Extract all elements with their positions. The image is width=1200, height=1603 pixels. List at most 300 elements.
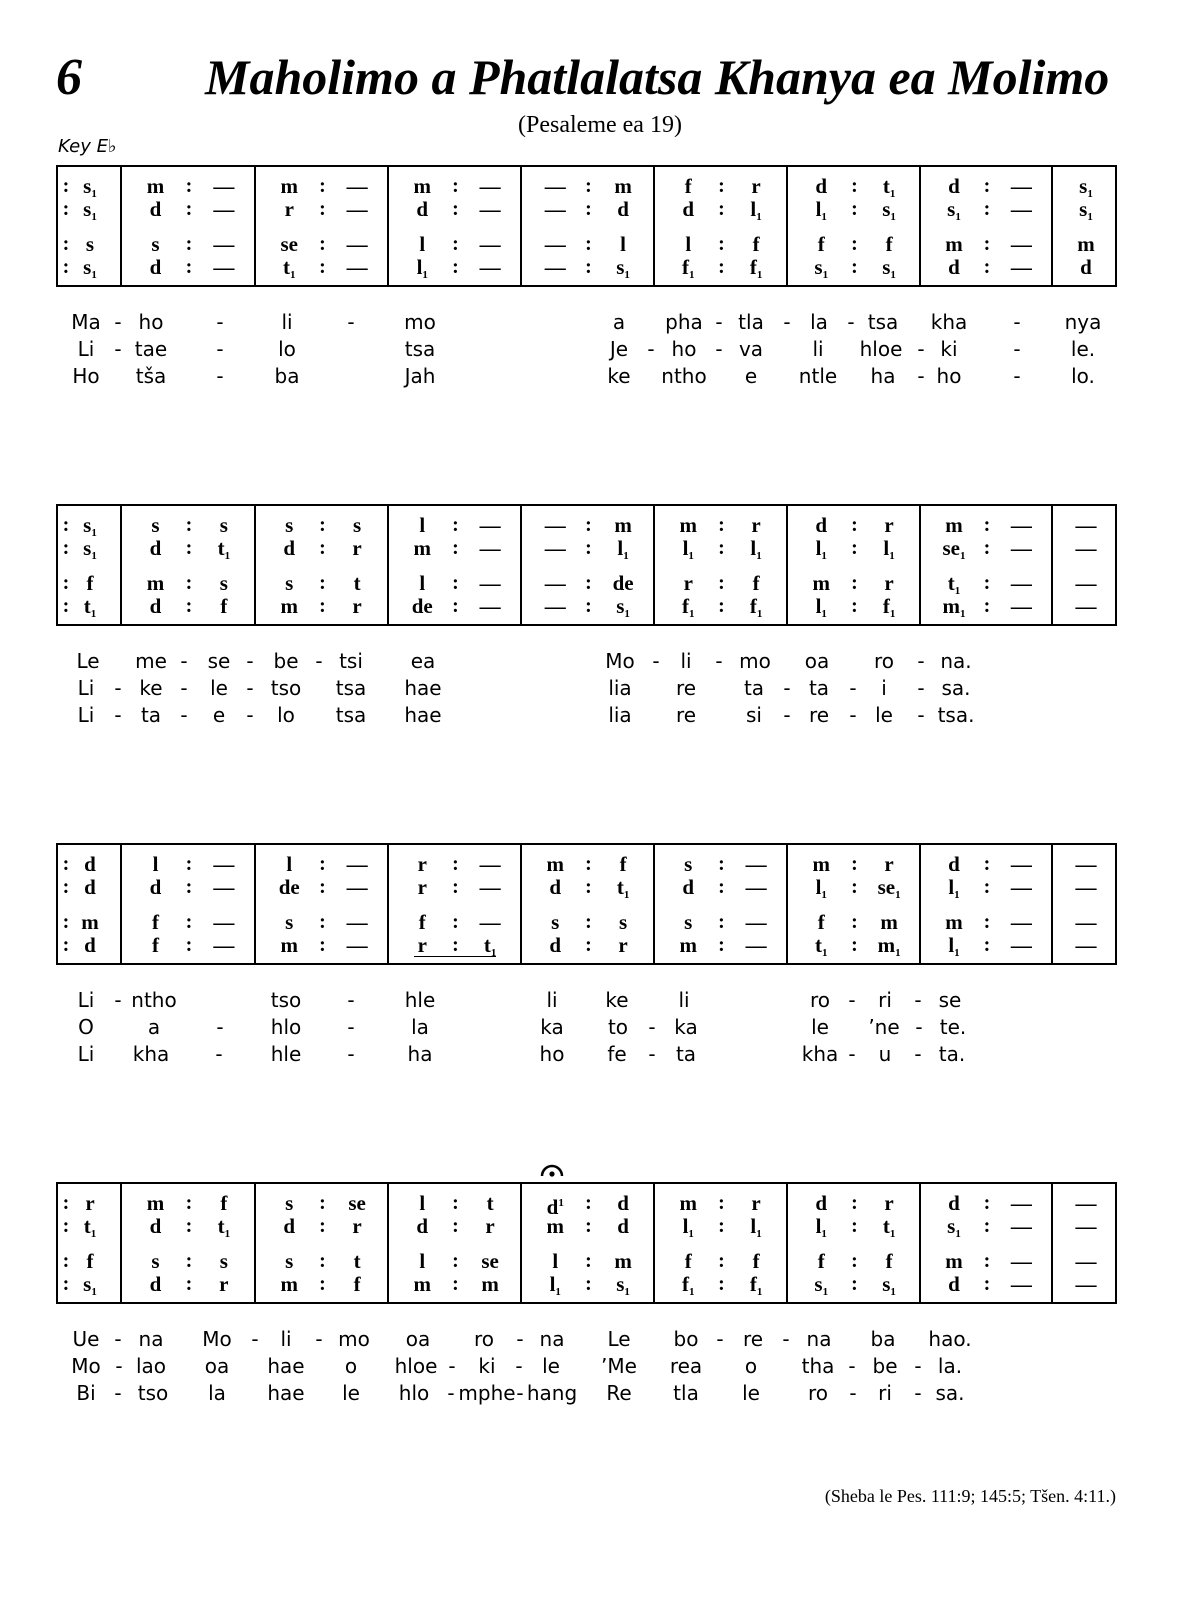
beat-colon: : [718,1215,725,1237]
lyric-hyphen: - [648,1042,656,1066]
beat-colon: : [851,514,858,536]
lyric-syllable: Ma [71,310,101,334]
note-beat-2: — [213,197,235,221]
beat-colon: : [185,175,193,197]
beat-colon: : [62,911,70,933]
note-beat-2: — [479,197,501,221]
note-beat-2: d [617,197,629,221]
note-beat-2: $l_1$ [750,197,762,223]
note-beat-2: — [213,255,235,279]
lyric-syllable: hlo [398,1381,430,1405]
note-beat-2: — [1010,255,1032,279]
beat-colon: : [62,595,70,617]
lyric-hyphen: - [849,1381,857,1405]
beat-colon: : [983,876,991,898]
lyric-syllable: na. [940,649,972,673]
note-beat-2: r [884,1191,894,1215]
lyric-syllable: li [678,988,690,1012]
note-beat-2: r [352,536,362,560]
note-beat-1: d [948,174,960,198]
lyric-hyphen: - [652,649,660,673]
note-beat-1: $l_1$ [815,1214,827,1240]
lyric-hyphen: - [347,310,355,334]
lyric-hyphen: - [114,676,122,700]
beat-colon: : [851,1250,858,1272]
beat-colon: : [983,911,991,933]
note-beat-2: r [618,933,628,957]
beat-colon: : [452,853,459,875]
lyric-syllable: ki [478,1354,496,1378]
note-beat-2: — [479,232,501,256]
note-beat-2: — [213,933,235,957]
lyric-hyphen: - [115,1354,123,1378]
lyric-syllable: mo [739,649,771,673]
lyric-hyphen: - [917,649,925,673]
lyric-syllable: Li [77,1042,95,1066]
note-beat-2: $s_1$ [882,1272,896,1298]
lyric-hyphen: - [917,703,925,727]
note-pickup: $s_1$ [83,197,97,223]
note-beat-1: f [817,910,825,934]
lyric-hyphen: - [1013,337,1021,361]
lyric-syllable: Li [77,676,95,700]
note-beat-2: r [352,594,362,618]
lyric-syllable: sa. [941,676,971,700]
hymn-subtitle: (Pesaleme ea 19) [518,112,682,138]
lyric-hyphen: - [246,703,254,727]
note-beat-2: $l_1$ [617,536,629,562]
note-beat-2: r [485,1214,495,1238]
note-final: — [1075,1272,1097,1296]
beat-colon: : [983,175,991,197]
note-beat-1: f [152,910,159,934]
note-beat-2: — [1010,174,1032,198]
lyric-syllable: hae [267,1354,305,1378]
lyric-syllable: hle [404,988,436,1012]
scripture-reference: (Sheba le Pes. 111:9; 145:5; Tšen. 4:11.) [824,1486,1116,1506]
note-beat-2: — [213,910,235,934]
note-final: — [1075,513,1097,537]
bar-line [653,845,655,963]
beat-colon: : [185,572,193,594]
lyric-syllable: ke [607,364,631,388]
note-beat-1: m [812,852,830,876]
beat-colon: : [319,198,326,220]
bar-line [653,506,655,624]
lyric-hyphen: - [647,337,655,361]
lyric-syllable: tso [270,988,302,1012]
note-beat-1: s [285,910,294,934]
beat-colon: : [62,1215,70,1237]
beat-colon: : [319,934,326,956]
lyric-syllable: ho [936,364,962,388]
beat-colon: : [452,233,459,255]
note-beat-1: m [413,174,431,198]
note-beat-2: s [219,513,228,537]
beat-colon: : [983,514,991,536]
beat-colon: : [185,233,193,255]
note-beat-2: — [346,197,368,221]
lyric-hyphen: - [180,649,188,673]
note-final: — [1075,875,1097,899]
beat-colon: : [718,934,725,956]
note-beat-2: $se_1$ [877,875,901,901]
beat-colon: : [319,1192,326,1214]
beat-colon: : [585,853,592,875]
beat-colon: : [983,537,991,559]
lyric-syllable: lo [278,337,296,361]
lyric-hyphen: - [914,1381,922,1405]
lyric-hyphen: - [448,1354,456,1378]
note-beat-1: s [684,910,693,934]
note-beat-1: m [945,513,963,537]
lyric-syllable: ro [873,649,895,673]
lyric-syllable: lo [277,703,295,727]
beat-colon: : [319,514,326,536]
beat-colon: : [718,514,725,536]
beat-colon: : [185,911,193,933]
bar-line [254,845,256,963]
note-final: — [1075,933,1097,957]
lyric-syllable: la [411,1015,429,1039]
note-pickup: r [85,1191,95,1215]
note-final: — [1075,1249,1097,1273]
note-beat-1: s [285,513,294,537]
note-beat-2: se [481,1249,499,1273]
beat-colon: : [319,1250,326,1272]
beat-colon: : [185,1215,193,1237]
note-beat-2: $l_1$ [750,536,762,562]
lyric-hyphen: - [216,337,224,361]
note-beat-2: s [618,910,628,934]
note-beat-1: r [417,852,427,876]
beat-colon: : [319,1215,326,1237]
note-beat-2: — [213,852,235,876]
note-beat-1: s [151,513,160,537]
lyric-syllable: Jah [404,364,436,388]
note-beat-1: — [544,232,566,256]
beat-colon: : [319,853,326,875]
note-beat-2: f [220,1191,228,1215]
note-beat-2: f [885,232,893,256]
lyric-syllable: Re [606,1381,632,1405]
lyric-syllable: re [808,703,830,727]
note-beat-1: d [149,1214,162,1238]
beat-colon: : [585,537,592,559]
note-final: — [1075,594,1097,618]
lyric-hyphen: - [315,1327,323,1351]
lyric-syllable: ka [540,1015,564,1039]
lyric-syllable: ho [138,310,164,334]
lyric-syllable: ta [675,1042,697,1066]
note-beat-2: t [486,1191,494,1215]
lyric-hyphen: - [716,1327,724,1351]
lyric-syllable: ki [940,337,958,361]
lyric-syllable: re [675,676,697,700]
beat-colon: : [62,233,70,255]
lyric-hyphen: - [180,676,188,700]
note-beat-1: m [413,1272,431,1296]
bar-line [254,506,256,624]
beat-colon: : [851,233,858,255]
note-beat-2: — [1010,933,1032,957]
note-beat-2: — [1010,232,1032,256]
lyric-syllable: ta [743,676,765,700]
note-beat-1: m [280,174,298,198]
note-beat-1: m [679,1191,697,1215]
note-beat-2: $s_1$ [616,1272,630,1298]
note-beat-2: se [348,1191,366,1215]
bar-line [387,506,389,624]
lyric-hyphen: - [648,1015,656,1039]
beat-colon: : [983,1192,991,1214]
note-beat-2: — [1010,875,1032,899]
lyric-syllable: ta [808,676,830,700]
beat-colon: : [585,595,592,617]
beat-colon: : [185,934,193,956]
beat-colon: : [851,876,858,898]
note-beat-2: — [1010,910,1032,934]
lyric-syllable: na [539,1327,565,1351]
beat-colon: : [585,1215,592,1237]
note-beat-2: d [617,1191,629,1215]
note-beat-2: r [884,852,894,876]
note-beat-1: d [549,933,562,957]
note-beat-1: $l_1$ [815,197,827,223]
beat-colon: : [718,233,725,255]
lyric-syllable: O [78,1015,94,1039]
lyric-syllable: hae [267,1381,305,1405]
lyric-hyphen: - [715,310,723,334]
lyric-syllable: a [612,310,626,334]
note-beat-1: — [544,571,566,595]
lyric-syllable: tsa. [937,703,975,727]
lyric-syllable: oa [405,1327,431,1351]
note-beat-1: d [682,875,695,899]
beat-colon: : [319,175,326,197]
note-beat-1: d [815,1191,828,1215]
beat-colon: : [718,911,725,933]
note-beat-1: m [546,1214,564,1238]
note-beat-1: m [679,933,697,957]
beat-colon: : [452,911,459,933]
note-beat-2: s [219,571,228,595]
note-beat-2: $s_1$ [882,197,896,223]
beat-colon: : [62,572,70,594]
lyric-hyphen: - [917,337,925,361]
lyric-syllable: a [147,1015,161,1039]
lyric-syllable: be [872,1354,898,1378]
note-beat-2: r [219,1272,229,1296]
note-beat-2: s [219,1249,228,1273]
beat-colon: : [452,1192,459,1214]
beat-colon: : [319,572,326,594]
beat-colon: : [718,175,725,197]
note-beat-1: r [683,571,693,595]
note-beat-2: m [614,1249,632,1273]
lyric-hyphen: - [715,649,723,673]
note-beat-2: — [745,852,767,876]
note-beat-2: $l_1$ [883,536,895,562]
lyric-hyphen: - [516,1381,524,1405]
lyric-hyphen: - [347,1042,355,1066]
note-beat-1: se [280,232,298,256]
beat-colon: : [62,876,70,898]
note-beat-1: l [286,852,293,876]
note-beat-2: m [880,910,898,934]
beat-colon: : [185,198,193,220]
beat-colon: : [585,876,592,898]
bar-line [120,167,122,285]
beat-colon: : [851,1273,858,1295]
lyric-syllable: tsa [867,310,899,334]
note-beat-1: d [549,875,562,899]
lyric-syllable: Li [77,337,95,361]
lyric-syllable: re [742,1327,764,1351]
lyric-hyphen: - [783,676,791,700]
note-beat-1: l [552,1249,559,1273]
lyric-hyphen: - [914,988,922,1012]
music-system-1 [56,165,1117,287]
note-beat-2: — [213,174,235,198]
lyric-syllable: oa [804,649,830,673]
lyric-syllable: si [746,703,762,727]
lyric-syllable: tsa [335,703,367,727]
beat-colon: : [62,175,70,197]
lyric-syllable: li [546,988,558,1012]
lyric-syllable: ka [674,1015,698,1039]
lyric-syllable: re [675,703,697,727]
note-beat-2: r [751,174,761,198]
lyric-syllable: Je [609,337,629,361]
lyric-syllable: na [806,1327,832,1351]
bar-line [120,506,122,624]
lyric-syllable: ho [539,1042,565,1066]
lyric-hyphen: - [251,1327,259,1351]
note-final: — [1075,536,1097,560]
lyric-syllable: mo [404,310,436,334]
lyric-hyphen: - [114,1381,122,1405]
beat-colon: : [62,1192,70,1214]
note-beat-2: — [479,174,501,198]
note-beat-1: $f_1$ [682,1272,695,1298]
note-beat-2: — [745,910,767,934]
note-beat-1: m [146,174,165,198]
note-beat-1: l [152,852,159,876]
note-beat-2: f [752,1249,760,1273]
note-beat-1: f [684,1249,692,1273]
note-pickup: d [84,933,96,957]
beat-colon: : [452,537,459,559]
note-beat-2: — [1010,536,1032,560]
lyric-hyphen: - [347,988,355,1012]
note-final: — [1075,1191,1097,1215]
note-final: — [1075,1214,1097,1238]
note-beat-1: l [685,232,692,256]
lyric-syllable: me [135,649,167,673]
bar-line [653,167,655,285]
lyric-syllable: tsa [404,337,436,361]
bar-line [1051,506,1053,624]
note-beat-2: $t_1$ [217,1214,231,1240]
note-beat-2: — [346,255,368,279]
lyric-hyphen: - [848,1042,856,1066]
bar-line [520,845,522,963]
beat-colon: : [983,572,991,594]
beat-colon: : [62,1273,70,1295]
beat-colon: : [62,256,70,278]
note-beat-2: $f_1$ [749,1272,763,1298]
lyric-syllable: fe [607,1042,627,1066]
music-system-3 [56,843,1117,965]
lyric-hyphen: - [915,1015,923,1039]
lyric-syllable: Li [77,988,95,1012]
lyric-syllable: kha [132,1042,170,1066]
bar-line [653,1184,655,1302]
note-beat-2: — [346,933,368,957]
note-beat-1: d [283,536,296,560]
lyric-hyphen: - [848,1354,856,1378]
note-beat-1: m [280,594,298,618]
lyric-hyphen: - [114,703,122,727]
beat-colon: : [319,537,326,559]
lyric-syllable: tae [134,337,168,361]
note-beat-1: l [419,513,426,537]
note-beat-2: — [479,255,501,279]
note-pickup: $s_1$ [83,1272,97,1298]
bar-line [387,167,389,285]
lyric-syllable: hae [404,703,442,727]
lyric-syllable: tša [135,364,167,388]
note-beat-1: s [684,852,693,876]
note-beat-2: r [352,1214,362,1238]
lyric-syllable: Ho [72,364,100,388]
note-beat-2: — [346,875,368,899]
note-beat-1: $f_1$ [682,255,695,281]
lyric-syllable: li [680,649,692,673]
lyric-syllable: li [812,337,824,361]
lyric-syllable: oa [204,1354,230,1378]
beat-colon: : [851,853,858,875]
beat-colon: : [319,1273,326,1295]
lyric-hyphen: - [347,1015,355,1039]
note-beat-2: — [346,232,368,256]
note-beat-1: $s_1$ [814,1272,829,1298]
note-beat-1: r [417,933,427,957]
beat-colon: : [585,1250,592,1272]
note-beat-1: d [149,536,162,560]
bar-line [919,167,921,285]
lyric-syllable: tsi [339,649,363,673]
note-beat-1: — [544,594,566,618]
note-beat-1: f [817,232,825,256]
note-beat-2: — [1010,1191,1032,1215]
bar-line [786,1184,788,1302]
lyric-hyphen: - [917,676,925,700]
beat-colon: : [62,853,70,875]
beat-colon: : [319,595,326,617]
bar-line [254,1184,256,1302]
lyric-syllable: ri [878,988,892,1012]
note-beat-1: $l_1$ [948,875,960,901]
bar-line [786,506,788,624]
note-beat-1: d [149,875,162,899]
note-beat-1: $s_1$ [947,197,961,223]
lyric-syllable: la [810,310,828,334]
beat-colon: : [851,1215,858,1237]
lyric-syllable: o [744,1354,758,1378]
lyric-syllable: ke [139,676,163,700]
